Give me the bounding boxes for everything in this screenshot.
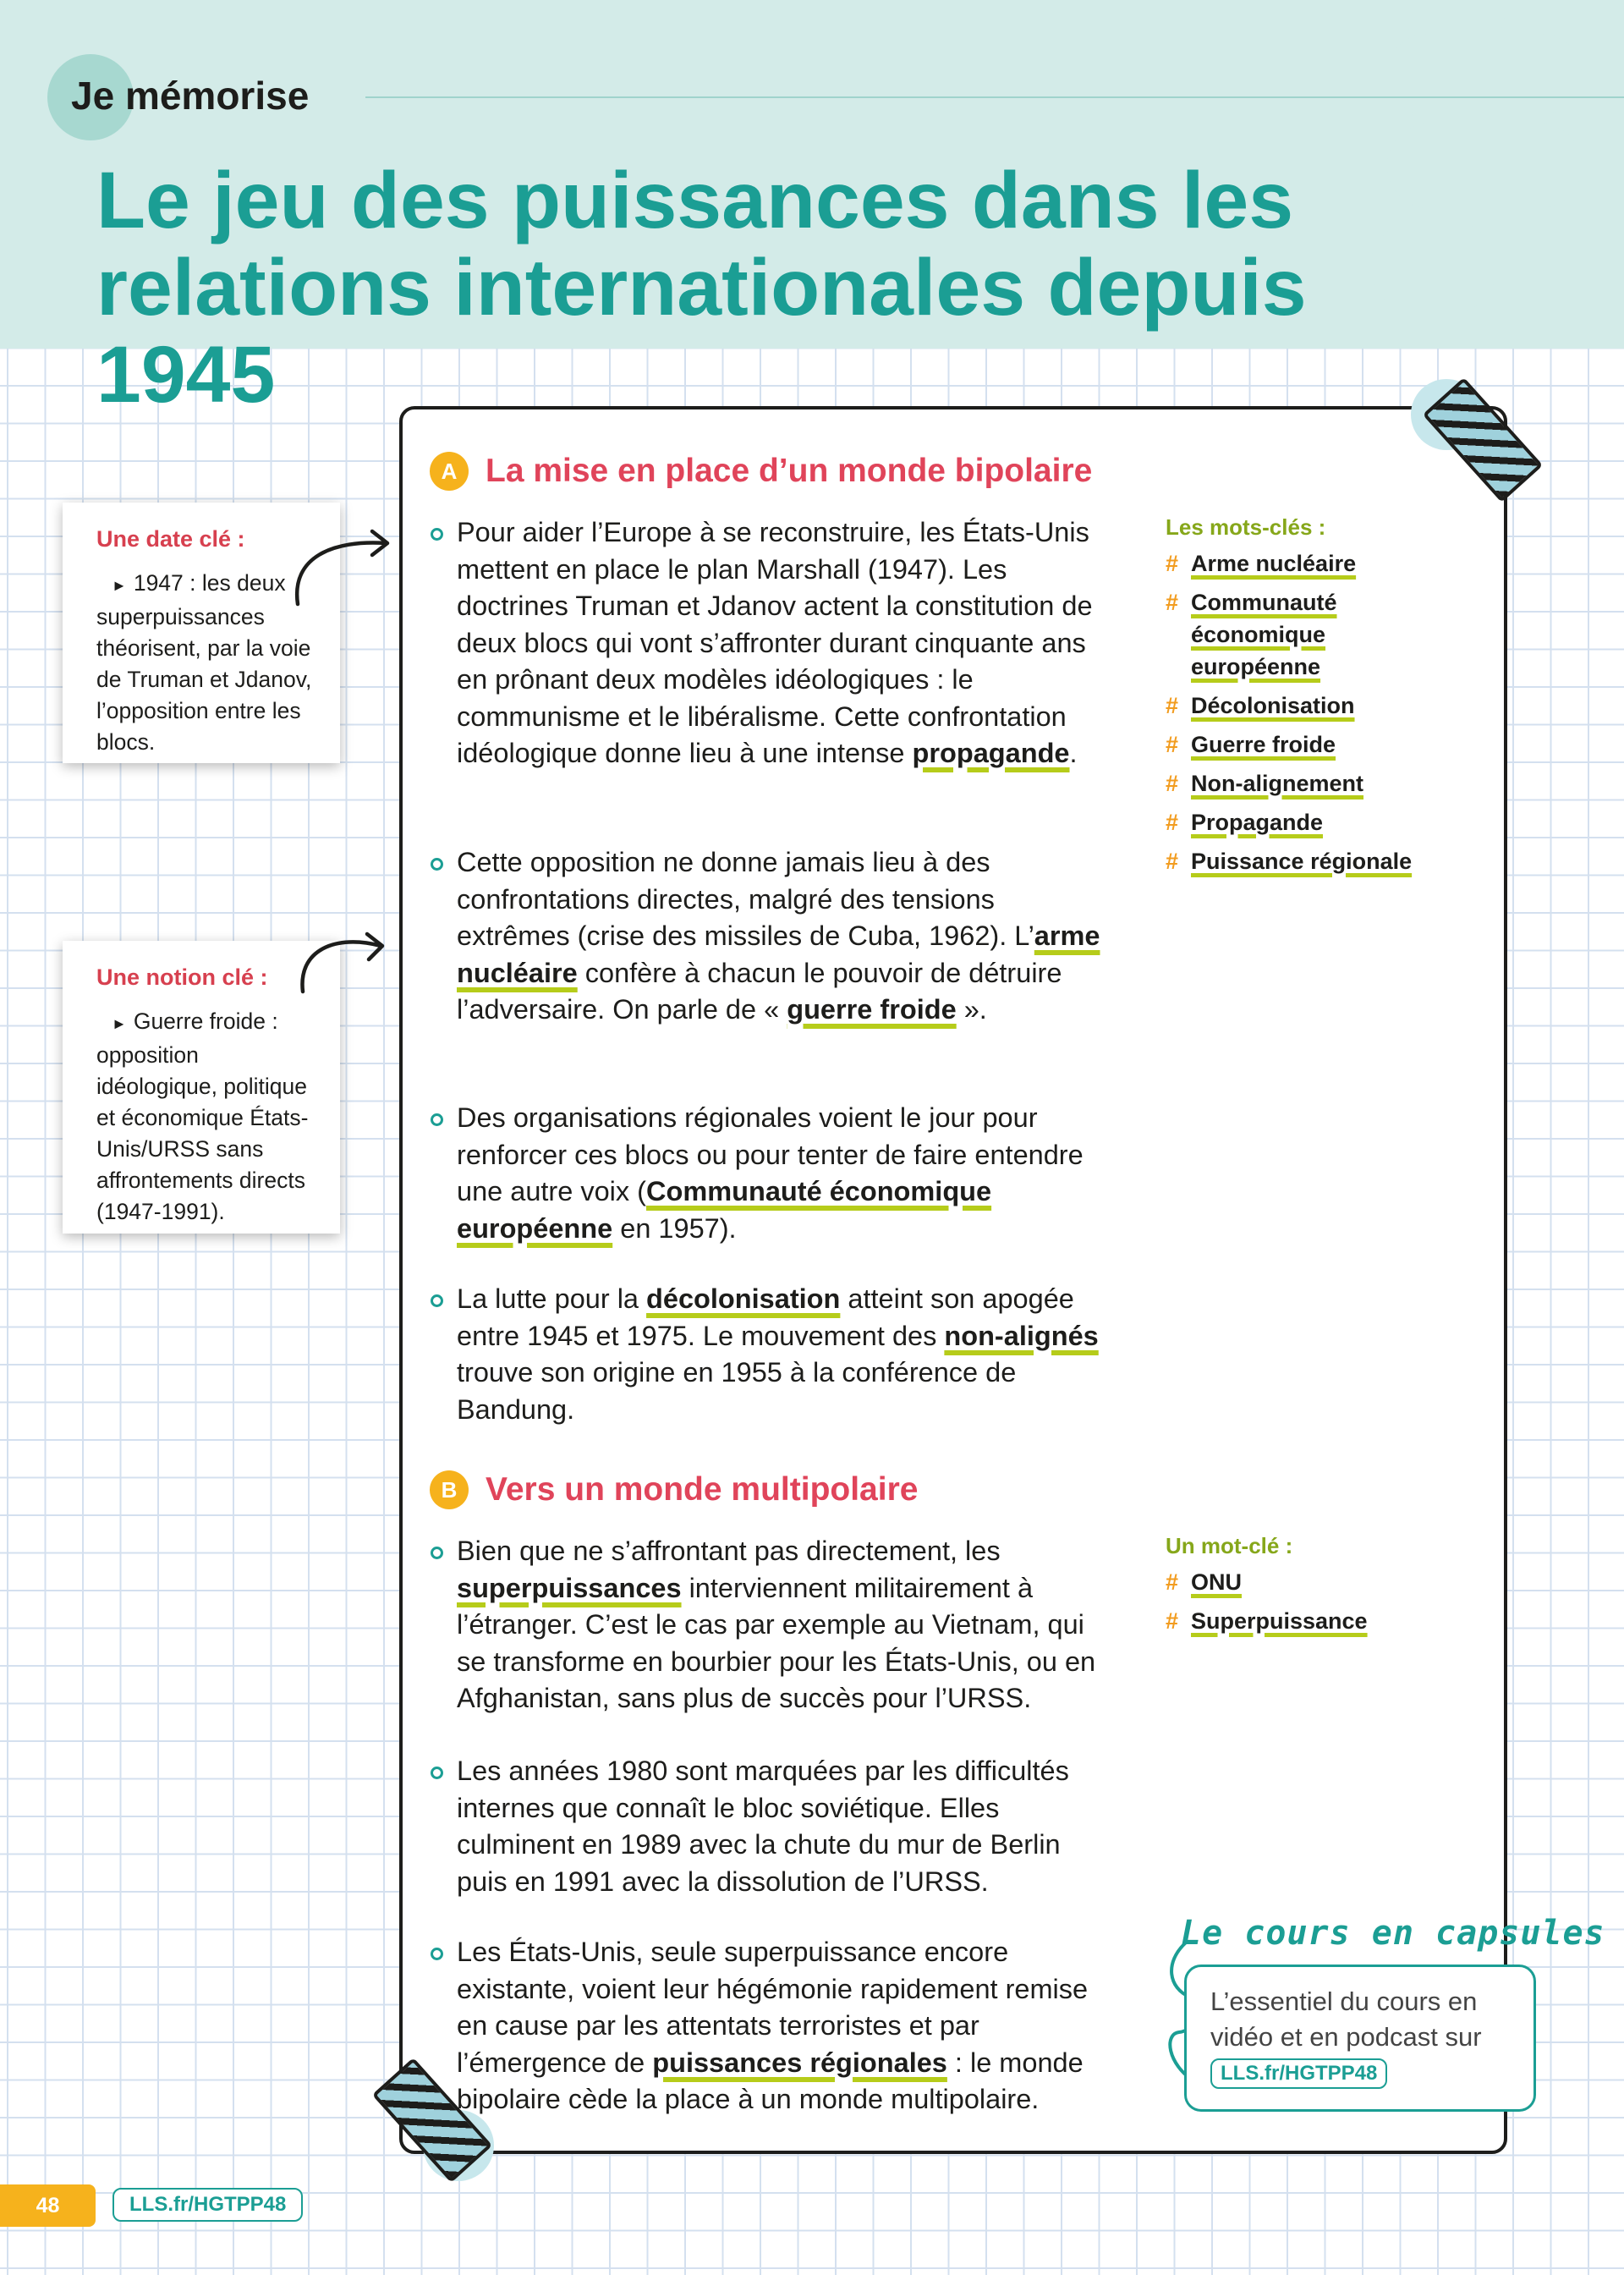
capsule-box xyxy=(1184,1965,1536,2112)
bullet-icon xyxy=(431,1294,443,1307)
keyword-non-alignes: non-alignés xyxy=(944,1320,1099,1351)
section-a-heading xyxy=(430,452,1092,491)
triangle-bullet-icon: ► xyxy=(112,577,127,594)
page-title: Le jeu des puissances dans les relations internationales depuis 1945 xyxy=(96,156,1307,420)
keyword-label: Propagande xyxy=(1191,810,1324,835)
bullet-icon xyxy=(431,1767,443,1779)
hash-icon: # xyxy=(1166,693,1179,718)
bullet-text: Pour aider l’Europe à se reconstruire, les États-Unis mettent en place le plan Marshall (1947). Les doctrines Truman et Jdanov actent la constitution de deux blocs qui vont s’affronter durant cinquante ans en prônant deux modèles idéologiques : le communisme et le libéralisme. Cette confrontation idéologique donne lieu à une intense xyxy=(457,517,1093,768)
bullet-text: confère à chacun le pouvoir de détruire l’adversaire. On parle de « xyxy=(457,957,1062,1025)
section-b-badge: B xyxy=(430,1470,469,1509)
bullet-icon xyxy=(431,1113,443,1126)
header-cloud-2 xyxy=(1387,34,1582,115)
keyword-label: ONU xyxy=(1191,1569,1242,1595)
hash-icon: # xyxy=(1166,732,1179,757)
keyword-label: Arme nucléaire xyxy=(1191,551,1357,576)
keyword-item[interactable] xyxy=(1166,728,1419,761)
keywords-heading: Un mot-clé : xyxy=(1166,1533,1293,1558)
bullet-text: Des organisations régionales voient le jour pour renforcer ces blocs ou pour tenter de faire entendre une autre voix ( xyxy=(457,1102,1084,1206)
keyword-superpuissances: superpuissances xyxy=(457,1572,682,1603)
hash-icon: # xyxy=(1166,1608,1179,1634)
bullet-text: Les années 1980 sont marquées par les difficultés internes que connaît le bloc soviétique. Elles culminent en 1989 avec la chute du mur de Berlin puis en 1991 avec la dissolution de l’URSS. xyxy=(457,1756,1069,1897)
curved-arrow-icon xyxy=(294,927,389,995)
triangle-bullet-icon: ► xyxy=(112,1015,127,1032)
keywords-heading: Les mots-clés : xyxy=(1166,514,1326,540)
section-b-title: Vers un monde multipolaire xyxy=(486,1471,919,1508)
section-a-bullet-2 xyxy=(457,844,1112,1029)
section-b-bullet-3 xyxy=(457,1934,1100,2118)
section-a-bullet-1 xyxy=(457,514,1112,772)
bullet-icon xyxy=(431,528,443,541)
section-a-title: La mise en place d’un monde bipolaire xyxy=(486,453,1093,489)
bullet-icon xyxy=(431,1948,443,1960)
header-rule xyxy=(365,96,1624,98)
bullet-text: Cette opposition ne donne jamais lieu à des confrontations directes, malgré des tensions extrêmes (crise des missiles de Cuba, 1962). L’ xyxy=(457,847,1034,951)
footer-link-wrap xyxy=(112,2188,303,2222)
section-a-keywords xyxy=(1166,514,1419,884)
capsule-text: L’essentiel du cours en vidéo et en podcast sur xyxy=(1210,1987,1482,2052)
bullet-text: Bien que ne s’affrontant pas directement, les xyxy=(457,1536,1001,1566)
keyword-label: Décolonisation xyxy=(1191,693,1355,718)
side-card-date-text: 1947 : les deux superpuissances théorisent, par la voie de Truman et Jdanov, l’opposition entre les blocs. xyxy=(96,570,312,755)
bullet-text: atteint son apogée entre 1945 et 1975. Le mouvement des xyxy=(457,1283,1074,1351)
bullet-text: trouve son origine en 1955 à la conférence de Bandung. xyxy=(457,1357,1017,1425)
keyword-label: Non-alignement xyxy=(1191,771,1364,796)
keyword-guerre-froide: guerre froide xyxy=(787,994,957,1025)
keyword-item[interactable] xyxy=(1166,1566,1419,1598)
keyword-arme-nucleaire: arme nucléaire xyxy=(457,920,1100,988)
keyword-cee: Communauté économique européenne xyxy=(457,1176,992,1244)
bullet-text: en 1957). xyxy=(612,1212,737,1244)
keyword-item[interactable] xyxy=(1166,806,1419,838)
bullet-text: : le monde bipolaire cède la place à un monde multipolaire. xyxy=(457,2047,1084,2114)
hash-icon: # xyxy=(1166,590,1179,615)
keyword-label: Communauté économique européenne xyxy=(1191,590,1337,679)
section-b-heading xyxy=(430,1470,918,1509)
capsule-link[interactable]: LLS.fr/HGTPP48 xyxy=(1210,2058,1387,2089)
section-b-keywords xyxy=(1166,1533,1419,1644)
bullet-text: ». xyxy=(956,994,987,1025)
side-card-notion-text: Guerre froide : opposition idéologique, politique et économique États-Unis/URSS sans affrontements directs (1947-1991). xyxy=(96,1008,309,1224)
curved-arrow-icon xyxy=(291,523,392,607)
side-card-notion-body xyxy=(96,1006,325,1228)
section-a-bullet-4 xyxy=(457,1281,1112,1428)
section-label: Je mémorise xyxy=(71,74,310,118)
section-a-bullet-3 xyxy=(457,1100,1112,1247)
keyword-item[interactable] xyxy=(1166,690,1419,722)
hash-icon: # xyxy=(1166,551,1179,576)
keyword-label: Guerre froide xyxy=(1191,732,1336,757)
keyword-propagande: propagande xyxy=(912,738,1070,768)
bullet-text: . xyxy=(1069,738,1078,768)
bullet-text: Les États-Unis, seule superpuissance encore existante, voient leur hégémonie rapidement remise en cause par les attentats terroristes et par l’émergence de xyxy=(457,1937,1089,2078)
hash-icon: # xyxy=(1166,771,1179,796)
hash-icon: # xyxy=(1166,849,1179,874)
keyword-puissances-regionales: puissances régionales xyxy=(652,2047,947,2078)
hash-icon: # xyxy=(1166,1569,1179,1595)
keyword-item[interactable] xyxy=(1166,1605,1419,1637)
keyword-label: Puissance régionale xyxy=(1191,849,1413,874)
bullet-icon xyxy=(431,858,443,871)
keyword-item[interactable] xyxy=(1166,845,1419,877)
hash-icon: # xyxy=(1166,810,1179,835)
header-cloud-3 xyxy=(1387,124,1582,208)
keyword-decolonisation: décolonisation xyxy=(646,1283,841,1314)
side-card-notion-head: Une notion clé : xyxy=(96,964,268,990)
keyword-label: Superpuissance xyxy=(1191,1608,1368,1634)
section-a-badge: A xyxy=(430,452,469,491)
section-b-bullet-1 xyxy=(457,1533,1112,1717)
bullet-icon xyxy=(431,1547,443,1559)
side-card-date-head: Une date clé : xyxy=(96,526,245,552)
section-b-bullet-2 xyxy=(457,1753,1112,1900)
keyword-item[interactable] xyxy=(1166,547,1419,580)
keyword-item[interactable] xyxy=(1166,586,1419,683)
keyword-item[interactable] xyxy=(1166,767,1419,800)
capsule-title: Le cours en capsules xyxy=(1181,1914,1605,1953)
bullet-text: interviennent militairement à l’étranger. C’est le cas par exemple au Vietnam, qui se transforme en bourbier pour les États-Unis, ou en Afghanistan, sans plus de succès pour l’URSS. xyxy=(457,1572,1096,1713)
footer-link[interactable]: LLS.fr/HGTPP48 xyxy=(112,2188,303,2222)
bullet-text: La lutte pour la xyxy=(457,1283,647,1314)
page-number: 48 xyxy=(0,2184,96,2227)
